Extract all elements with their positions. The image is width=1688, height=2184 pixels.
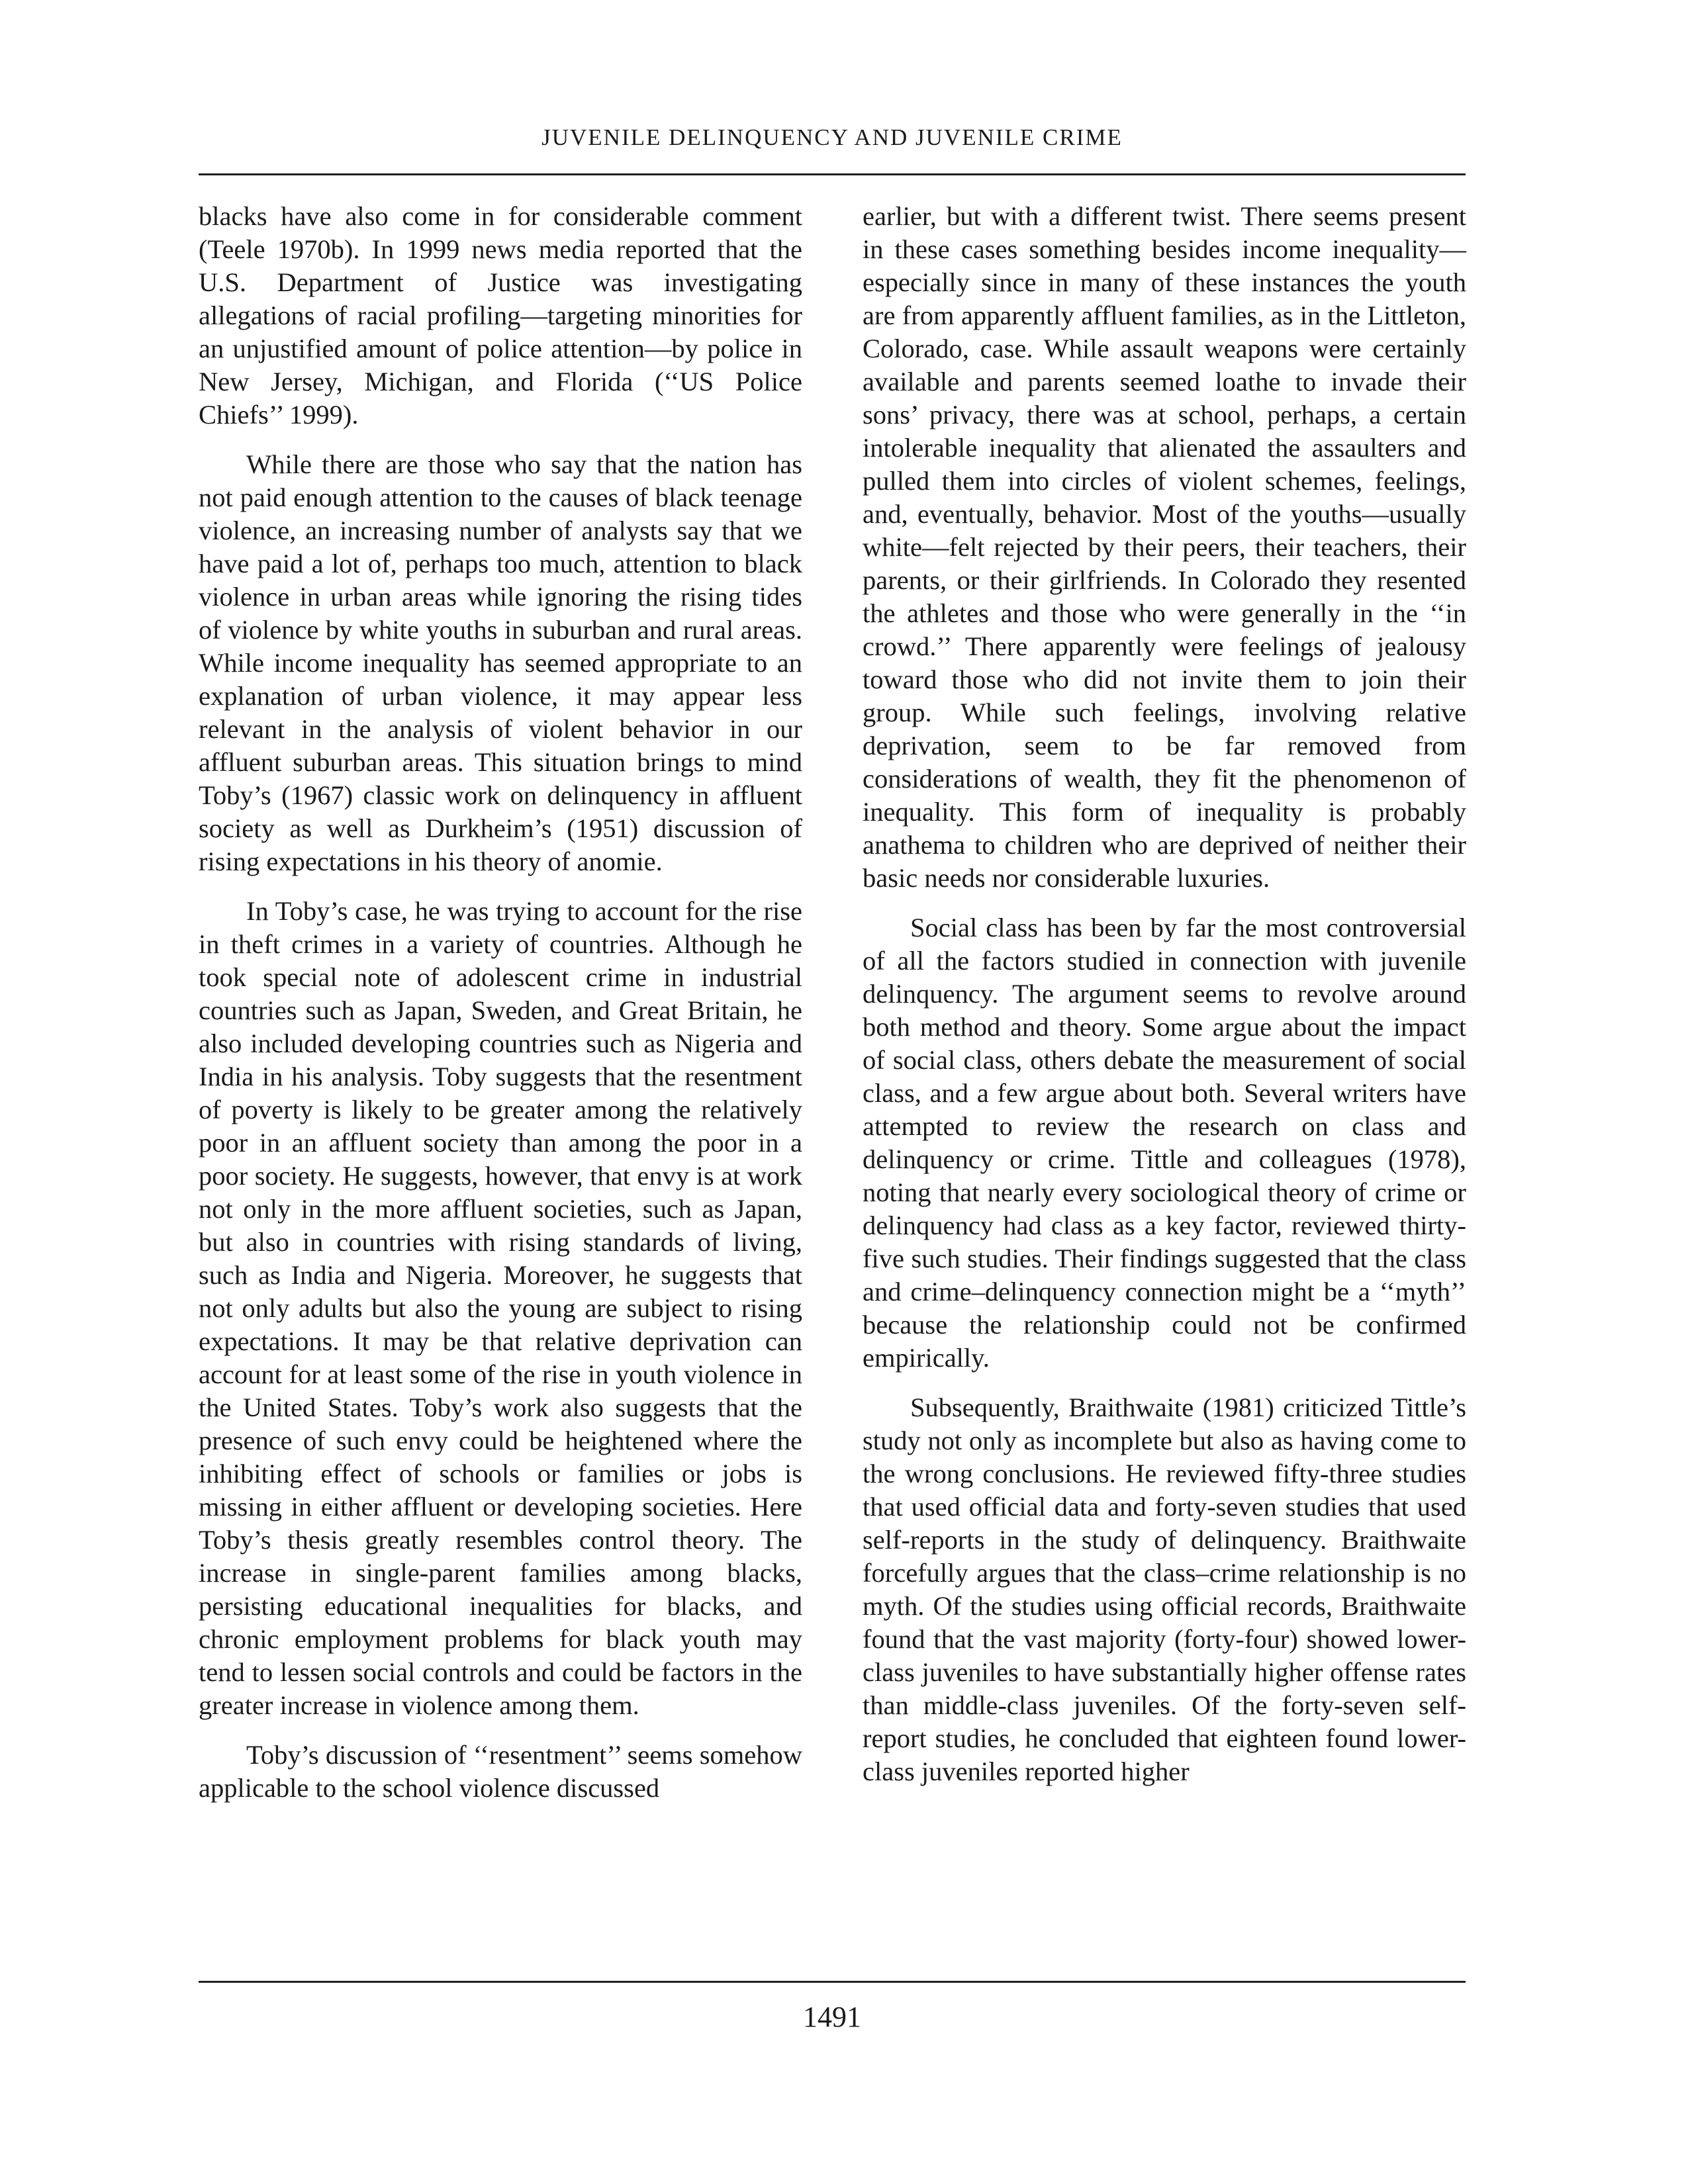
- paragraph: Subsequently, Braithwaite (1981) criticized Tittle’s study not only as incomplete but also as having come to the wrong conclusions. He reviewed fifty-three studies that used official data and forty-seven studies that used self-reports in the study of delinquency. Braithwaite forcefully argues that the class–crime relationship is no myth. Of the studies using official records, Braithwaite found that the vast majority (forty-four) showed lower-class juveniles to have substantially higher offense rates than middle-class juveniles. Of the forty-seven self-report studies, he concluded that eighteen found lower-class juveniles reported higher: [863, 1392, 1466, 1786]
- paragraph: In Toby’s case, he was trying to account for the rise in theft crimes in a variety of countries. Although he took special note of adolescent crime in industrial countries such as Japan, Sweden, and Great Britain, he also included developing countries such as Nigeria and India in his analysis. Toby suggests that the resentment of poverty is likely to be greater among the relatively poor in an affluent society than among the poor in a poor society. He suggests, however, that envy is at work not only in the more affluent societies, such as Japan, but also in countries with rising standards of living, such as India and Nigeria. Moreover, he suggests that not only adults but also the young are subject to rising expectations. It may be that relative deprivation can account for at least some of the rise in youth violence in the United States. Toby’s work also suggests that the presence of such envy could be heightened where the inhibiting effect of schools or families or jobs is missing in either affluent or developing societies. Here Toby’s thesis greatly resembles control theory. The increase in single-parent families among blacks, persisting educational inequalities for blacks, and chronic employment problems for black youth may tend to lessen social controls and could be factors in the greater increase in violence among them.: [199, 896, 802, 1720]
- paragraph: blacks have also come in for considerable comment (Teele 1970b). In 1999 news media reported that the U.S. Department of Justice was investigating allegations of racial profiling—targeting minorities for an unjustified amount of police attention—by police in New Jersey, Michigan, and Florida (‘‘US Police Chiefs’’ 1999).: [199, 201, 802, 430]
- right-column: [863, 200, 1466, 1805]
- paragraph: While there are those who say that the nation has not paid enough attention to the causes of black teenage violence, an increasing number of analysts say that we have paid a lot of, perhaps too much, attention to black violence in urban areas while ignoring the rising tides of violence by white youths in suburban and rural areas. While income inequality has seemed appropriate to an explanation of urban violence, it may appear less relevant in the analysis of violent behavior in our affluent suburban areas. This situation brings to mind Toby’s (1967) classic work on delinquency in affluent society as well as Durkheim’s (1951) discussion of rising expectations in his theory of anomie.: [199, 449, 802, 876]
- left-column: [199, 200, 802, 1821]
- paragraph: earlier, but with a different twist. There seems present in these cases something besides income inequality—especially since in many of these instances the youth are from apparently affluent families, as in the Littleton, Colorado, case. While assault weapons were certainly available and parents seemed loathe to invade their sons’ privacy, there was at school, perhaps, a certain intolerable inequality that alienated the assaulters and pulled them into circles of violent schemes, feelings, and, eventually, behavior. Most of the youths—usually white—felt rejected by their peers, their teachers, their parents, or their girlfriends. In Colorado they resented the athletes and those who were generally in the ‘‘in crowd.’’ There apparently were feelings of jealousy toward those who did not invite them to join their group. While such feelings, involving relative deprivation, seem to be far removed from considerations of wealth, they fit the phenomenon of inequality. This form of inequality is probably anathema to children who are deprived of neither their basic needs nor considerable luxuries.: [863, 201, 1466, 893]
- header-rule: [199, 173, 1466, 175]
- paragraph: Social class has been by far the most controversial of all the factors studied in connection with juvenile delinquency. The argument seems to revolve around both method and theory. Some argue about the impact of social class, others debate the measurement of social class, and a few argue about both. Several writers have attempted to review the research on class and delinquency or crime. Tittle and colleagues (1978), noting that nearly every sociological theory of crime or delinquency had class as a key factor, reviewed thirty-five such studies. Their findings suggested that the class and crime–delinquency connection might be a ‘‘myth’’ because the relationship could not be confirmed empirically.: [863, 913, 1466, 1373]
- paragraph: Toby’s discussion of ‘‘resentment’’ seems somehow applicable to the school violence discussed: [199, 1740, 802, 1803]
- footer-rule: [199, 1981, 1466, 1983]
- running-head-title: JUVENILE DELINQUENCY AND JUVENILE CRIME: [541, 124, 1123, 150]
- page-number: 1491: [803, 2001, 861, 2033]
